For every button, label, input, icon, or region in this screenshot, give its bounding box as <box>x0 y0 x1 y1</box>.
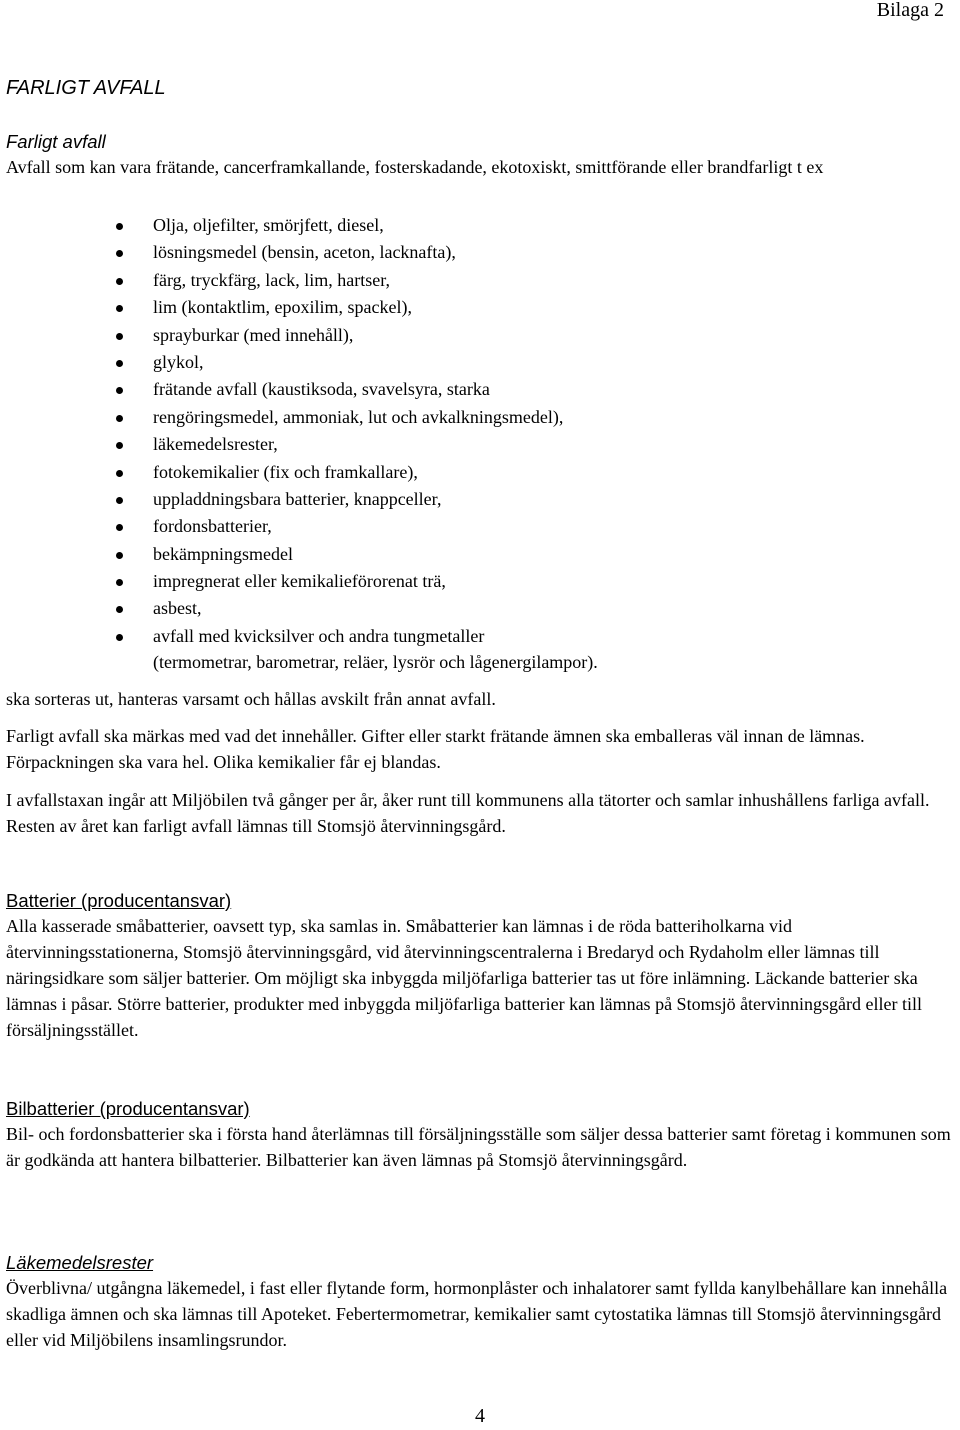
bullet-icon <box>116 552 123 559</box>
collection-paragraph-block <box>6 787 951 839</box>
lakemedelsrester-paragraph: Överblivna/ utgångna läkemedel, i fast eller flytande form, hormonplåster och inhalatorer samt fyllda kanylbehållare kan innehålla skadliga ämnen och ska lämnas till Apoteket. Febertermometrar, kemikalier samt cytostatika lämnas till Stomsjö återvinningsgård eller vid Miljöbilens insamlingsrundor. <box>6 1278 948 1350</box>
section-lakemedelsrester <box>6 1251 951 1353</box>
page-number: 4 <box>475 1405 485 1427</box>
bullet-icon <box>116 360 123 367</box>
labeling-paragraph: Farligt avfall ska märkas med vad det innehåller. Gifter eller starkt frätande ämnen ska emballeras väl innan de lämnas. Förpackningen ska vara hel. Olika kemikalier får ej blandas. <box>6 726 865 772</box>
list-item: rengöringsmedel, ammoniak, lut och avkalkningsmedel), <box>6 404 563 431</box>
bullet-icon <box>116 524 123 531</box>
bullet-icon <box>116 415 123 422</box>
list-item: läkemedelsrester, <box>6 431 563 458</box>
collection-paragraph: I avfallstaxan ingår att Miljöbilen två gånger per år, åker runt till kommunens alla tätorter och samlar inhushållens farliga avfall. Resten av året kan farligt avfall lämnas till Stomsjö återvinningsgård. <box>6 790 930 836</box>
section-batterier <box>6 889 951 1043</box>
section-heading-bilbatterier: Bilbatterier (producentansvar) <box>6 1098 250 1119</box>
bullet-icon <box>116 305 123 312</box>
list-item: uppladdningsbara batterier, knappceller, <box>6 486 563 513</box>
bullet-icon <box>116 606 123 613</box>
labeling-paragraph-block <box>6 723 951 775</box>
page-title: FARLIGT AVFALL <box>6 77 166 99</box>
list-item-continuation: (termometrar, barometrar, reläer, lysrör och lågenergilampor). <box>153 652 598 672</box>
section-heading-batterier: Batterier (producentansvar) <box>6 890 232 911</box>
list-item: fordonsbatterier, <box>6 513 563 540</box>
bullet-icon <box>116 333 123 340</box>
list-item: Olja, oljefilter, smörjfett, diesel, <box>6 212 563 239</box>
sorting-paragraph: ska sorteras ut, hanteras varsamt och hållas avskilt från annat avfall. <box>6 689 496 709</box>
sorting-paragraph-block <box>6 686 951 712</box>
bullet-icon <box>116 387 123 394</box>
hazardous-waste-list <box>6 212 563 650</box>
list-item: impregnerat eller kemikalieförorenat trä, <box>6 568 563 595</box>
list-item: lim (kontaktlim, epoxilim, spackel), <box>6 294 563 321</box>
list-item: fotokemikalier (fix och framkallare), <box>6 459 563 486</box>
list-item: lösningsmedel (bensin, aceton, lacknafta), <box>6 239 563 266</box>
section-farligt-avfall-header <box>6 130 951 180</box>
list-item: sprayburkar (med innehåll), <box>6 322 563 349</box>
bullet-icon <box>116 497 123 504</box>
list-item: frätande avfall (kaustiksoda, svavelsyra, starka <box>6 376 563 403</box>
section-heading-lakemedelsrester: Läkemedelsrester <box>6 1252 154 1273</box>
bilbatterier-paragraph: Bil- och fordonsbatterier ska i första hand återlämnas till försäljningsställe som säljer dessa batterier samt företag i kommunen som är godkända att hantera bilbatterier. Bilbatterier kan även lämnas på Stomsjö återvinningsgård. <box>6 1124 951 1170</box>
bullet-icon <box>116 223 123 230</box>
intro-paragraph: Avfall som kan vara frätande, cancerframkallande, fosterskadande, ekotoxiskt, smittförande eller brandfarligt t ex <box>6 157 824 177</box>
bullet-icon <box>116 634 123 641</box>
bullet-icon <box>116 470 123 477</box>
bullet-icon <box>116 579 123 586</box>
batterier-paragraph: Alla kasserade småbatterier, oavsett typ, ska samlas in. Småbatterier kan lämnas i de röda batteriholkarna vid återvinningsstationerna, Stomsjö återvinningsgård, vid återvinningscentralerna i Bredaryd och Rydaholm eller lämnas till näringsidkare som säljer batterier. Om möjligt ska inbyggda miljöfarliga batterier tas ut före inlämning. Läckande batterier ska lämnas i påsar. Större batterier, produkter med inbyggda miljöfarliga batterier kan lämnas på Stomsjö återvinningsgård eller till försäljningsstället. <box>6 916 923 1040</box>
bullet-icon <box>116 442 123 449</box>
bullet-icon <box>116 250 123 257</box>
list-item: asbest, <box>6 595 563 622</box>
section-bilbatterier <box>6 1097 951 1173</box>
list-item: glykol, <box>6 349 563 376</box>
section-heading-farligt-avfall: Farligt avfall <box>6 131 106 152</box>
list-item: avfall med kvicksilver och andra tungmetaller <box>6 623 563 650</box>
bullet-icon <box>116 278 123 285</box>
attachment-label: Bilaga 2 <box>876 0 944 21</box>
list-item: bekämpningsmedel <box>6 541 563 568</box>
list-item: färg, tryckfärg, lack, lim, hartser, <box>6 267 563 294</box>
